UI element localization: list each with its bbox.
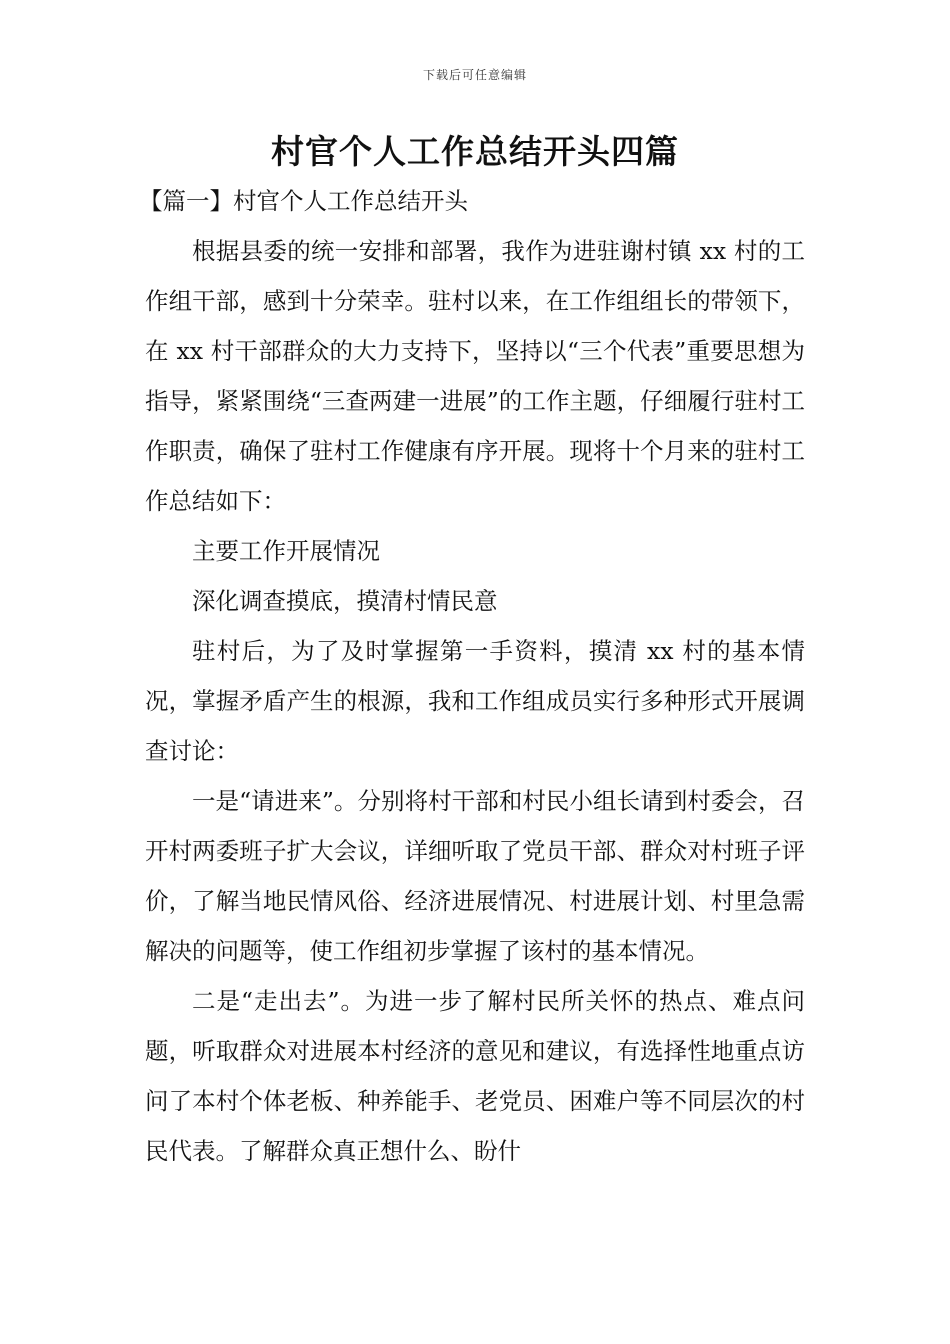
paragraph-subheading-main-work: 主要工作开展情况 (192, 537, 380, 565)
paragraph-intro: 根据县委的统一安排和部署，我作为进驻谢村镇 xx 村的工作组干部，感到十分荣幸。驻村以来，在工作组组长的带领下，在 xx 村干部群众的大力支持下，坚持以“三个代表”重要思想为指导，紧紧围绕“三查两建一进展”的工作主题，仔细履行驻村工作职责，确保了驻村工作健康有序开展。现将十个月来的驻村工作总结如下： (145, 237, 805, 515)
paragraph-invite-in: 一是“请进来”。分别将村干部和村民小组长请到村委会，召开村两委班子扩大会议，详细听取了党员干部、群众对村班子评价，了解当地民情风俗、经济进展情况、村进展计划、村里急需解决的问题等，使工作组初步掌握了该村的基本情况。 (145, 787, 805, 965)
document-body (139, 176, 805, 1176)
paragraph-investigation: 驻村后，为了及时掌握第一手资料，摸清 xx 村的基本情况，掌握矛盾产生的根源，我和工作组成员实行多种形式开展调查讨论： (145, 637, 805, 765)
header-note: 下载后可任意编辑 (422, 68, 527, 82)
paragraph-subheading-investigation: 深化调查摸底，摸清村情民意 (192, 587, 498, 615)
document-title: 村官个人工作总结开头四篇 (271, 132, 679, 171)
paragraph-go-out: 二是“走出去”。为进一步了解村民所关怀的热点、难点问题，听取群众对进展本村经济的意见和建议，有选择性地重点访问了本村个体老板、种养能手、老党员、困难户等不同层次的村民代表。了解群众真正想什么、盼什 (145, 987, 805, 1165)
section-heading: 【篇一】村官个人工作总结开头 (139, 187, 468, 215)
